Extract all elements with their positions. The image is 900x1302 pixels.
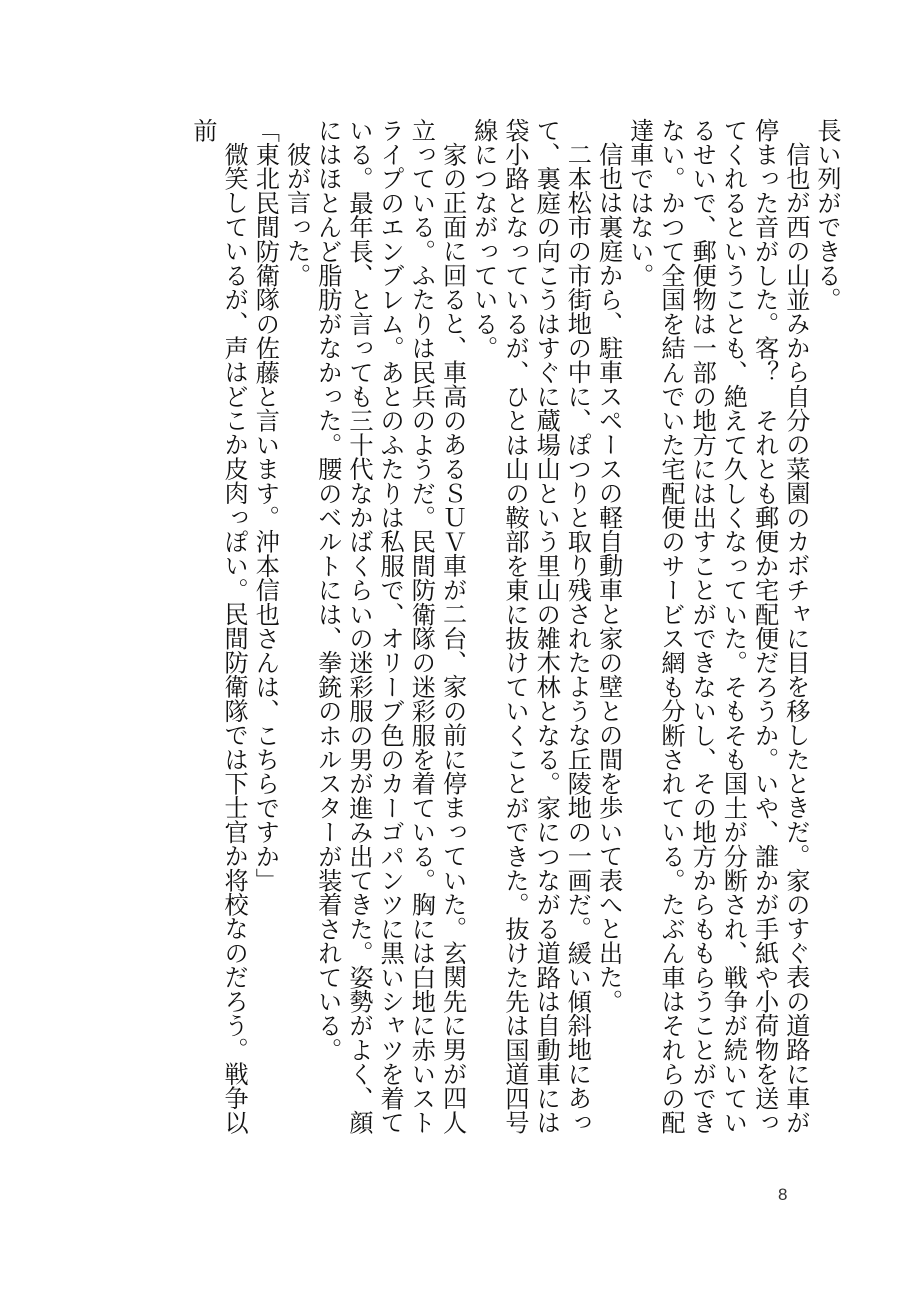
paragraph-3: 信也は裏庭から、駐車スペースの軽自動車と家の壁との間を歩いて表へと出た。: [594, 142, 623, 1014]
paragraph-2: 信也が西の山並みから自分の菜園のカボチャに目を移したときだ。家のすぐ表の道路に車が停まった音がした。客？ それとも郵便か宅配便だろうか。いや、誰かが手紙や小荷物を送ってくれるということも、絶えて久しくなっていた。そもそも国土が分断され、戦争が続いているせいで、郵便物は一部の地方には出すことができないし、その地方からももらうことができない。かつて全国を結んでいた宅配便のサービス網も分断されている。たぶん車はそれらの配達車ではない。: [625, 118, 810, 1135]
paragraph-7-dialogue: 「東北民間防衛隊の佐藤と言います。沖本信也さんは、こちらですか」: [251, 118, 280, 893]
paragraph-1: 長い列ができる。: [813, 118, 841, 312]
paragraph-4: 二本松市の市街地の中に、ぽつりと取り残されたような丘陵地の一画だ。緩い傾斜地にあって、裏庭の向こうはすぐに蔵場山という里山の雑木林となる。家につながる道路は自動車には袋小路となっているが、ひとは山の鞍部を東に抜けていくことができた。抜けた先は国道四号線につながっている。: [469, 118, 592, 1135]
vertical-text-body: [42, 118, 842, 1138]
paragraph-6: 彼が言った。: [282, 142, 311, 288]
paragraph-8: 微笑しているが、声はどこか皮肉っぽい。民間防衛隊では下士官か将校なのだろう。戦争以前: [188, 118, 249, 1135]
paragraph-5: 家の正面に回ると、車高のあるＳＵＶ車が二台、家の前に停まっていた。玄関先に男が四人立っている。ふたりは民兵のようだ。民間防衛隊の迷彩服を着ている。胸には白地に赤いストライプのエンブレム。あとのふたりは私服で、オリーブ色のカーゴパンツに黒いシャツを着ている。最年長、と言っても三十代なかばくらいの迷彩服の男が進み出てきた。姿勢がよく、顔にはほとんど脂肪がなかった。腰のベルトには、拳銃のホルスターが装着されている。: [313, 118, 467, 1135]
page-number: 8: [778, 1185, 788, 1204]
